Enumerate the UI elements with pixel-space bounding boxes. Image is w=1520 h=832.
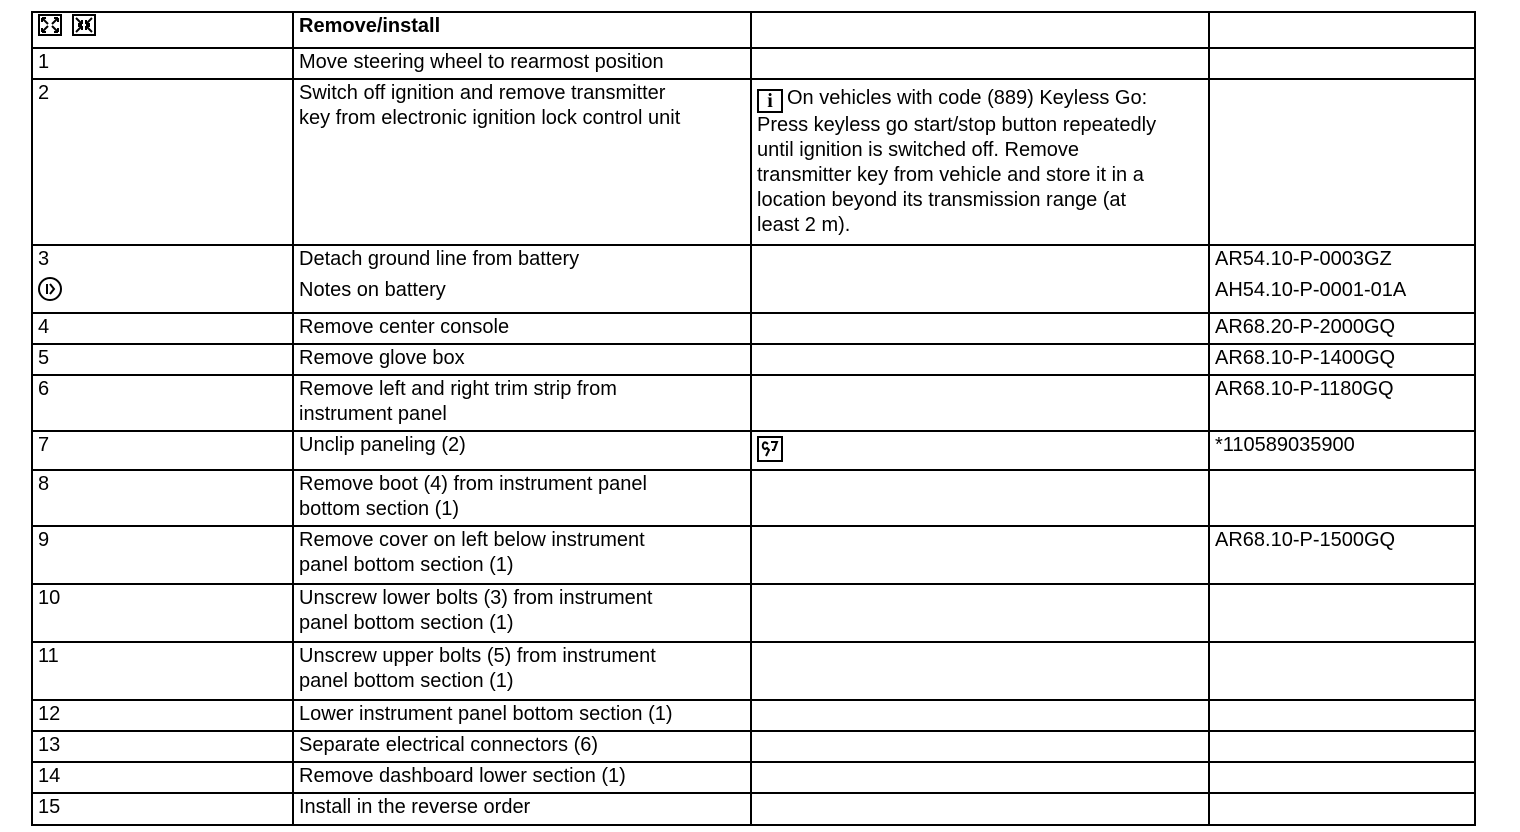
- step-note: [751, 375, 1209, 431]
- step-number: 1: [32, 48, 293, 79]
- step-note: [751, 245, 1209, 313]
- step-number-cell: [32, 245, 293, 313]
- step-number: 5: [32, 344, 293, 375]
- step-note: [751, 793, 1209, 825]
- step-action: Remove boot (4) from instrument panel bottom section (1): [293, 470, 751, 526]
- step-action: Remove glove box: [293, 344, 751, 375]
- step-action: Unclip paneling (2): [293, 431, 751, 470]
- table-row: [32, 793, 1475, 825]
- special-tool-icon[interactable]: [757, 436, 783, 462]
- step-note: [751, 642, 1209, 700]
- step-action: Remove cover on left below instrument panel bottom section (1): [293, 526, 751, 584]
- step-sub-ref-link[interactable]: AH54.10-P-0001-01A: [1215, 279, 1407, 301]
- step-note: [751, 470, 1209, 526]
- step-ref: [1209, 642, 1475, 700]
- collapse-icon[interactable]: [72, 14, 96, 36]
- step-number: 15: [32, 793, 293, 825]
- table-row: [32, 642, 1475, 700]
- step-number: 11: [32, 642, 293, 700]
- step-action: Unscrew upper bolts (5) from instrument panel bottom section (1): [293, 642, 751, 700]
- step-note-text: On vehicles with code (889) Keyless Go: Press keyless go start/stop button repeatedly until ignition is switched off. Remove transmitter key from vehicle and store it in a location beyond its transmission range (at least 2 m).: [757, 87, 1157, 236]
- step-note: [751, 344, 1209, 375]
- step-note: [751, 762, 1209, 793]
- step-ref: [1209, 470, 1475, 526]
- table-row: [32, 526, 1475, 584]
- step-action: Unscrew lower bolts (3) from instrument panel bottom section (1): [293, 584, 751, 642]
- step-number: 4: [32, 313, 293, 344]
- header-title: Remove/install: [293, 12, 751, 48]
- step-ref-link[interactable]: AR68.10-P-1180GQ: [1209, 375, 1475, 431]
- table-row: [32, 375, 1475, 431]
- step-number: 8: [32, 470, 293, 526]
- step-action: Separate electrical connectors (6): [293, 731, 751, 762]
- step-action-cell: [293, 245, 751, 313]
- header-ref-cell: [1209, 12, 1475, 48]
- step-number: 2: [32, 79, 293, 245]
- step-number: 10: [32, 584, 293, 642]
- table-row: [32, 762, 1475, 793]
- table-row: [32, 584, 1475, 642]
- header-icons-cell: [32, 12, 293, 48]
- table-row: [32, 731, 1475, 762]
- step-action: Switch off ignition and remove transmitter key from electronic ignition lock control unit: [293, 79, 751, 245]
- step-ref: [1209, 584, 1475, 642]
- step-number: 6: [32, 375, 293, 431]
- step-ref: [1209, 762, 1475, 793]
- step-ref: [1209, 700, 1475, 731]
- step-sub-action: Notes on battery: [299, 279, 446, 301]
- step-action: Install in the reverse order: [293, 793, 751, 825]
- step-action: Remove left and right trim strip from instrument panel: [293, 375, 751, 431]
- step-action: Move steering wheel to rearmost position: [293, 48, 751, 79]
- table-header-row: [32, 12, 1475, 48]
- table-row: [32, 313, 1475, 344]
- step-ref: [1209, 48, 1475, 79]
- procedure-table: [31, 11, 1476, 826]
- table-row: [32, 700, 1475, 731]
- header-note-cell: [751, 12, 1209, 48]
- step-number: 9: [32, 526, 293, 584]
- step-note-cell: [751, 431, 1209, 470]
- step-action: Remove center console: [293, 313, 751, 344]
- table-row: [32, 431, 1475, 470]
- step-number: 3: [38, 248, 50, 270]
- step-ref-link[interactable]: AR68.20-P-2000GQ: [1209, 313, 1475, 344]
- step-number: 7: [32, 431, 293, 470]
- step-action: Detach ground line from battery: [299, 248, 580, 270]
- step-action: Remove dashboard lower section (1): [293, 762, 751, 793]
- info-icon: i: [757, 89, 783, 113]
- step-note: [751, 79, 1209, 245]
- step-ref-cell: [1209, 245, 1475, 313]
- step-note: [751, 48, 1209, 79]
- step-ref-link[interactable]: *110589035900: [1209, 431, 1475, 470]
- table-row: [32, 48, 1475, 79]
- step-note: [751, 526, 1209, 584]
- table-row: [32, 79, 1475, 245]
- table-row: [32, 245, 1475, 313]
- step-ref: [1209, 793, 1475, 825]
- step-note: [751, 731, 1209, 762]
- step-number: 12: [32, 700, 293, 731]
- step-number: 14: [32, 762, 293, 793]
- step-note: [751, 584, 1209, 642]
- step-action: Lower instrument panel bottom section (1): [293, 700, 751, 731]
- step-note: [751, 313, 1209, 344]
- step-ref-link[interactable]: AR68.10-P-1500GQ: [1209, 526, 1475, 584]
- step-ref-link[interactable]: AR68.10-P-1400GQ: [1209, 344, 1475, 375]
- table-row: [32, 470, 1475, 526]
- table-row: [32, 344, 1475, 375]
- expand-icon[interactable]: [38, 14, 62, 36]
- step-ref: [1209, 731, 1475, 762]
- notes-circle-icon[interactable]: [38, 277, 62, 301]
- step-number: 13: [32, 731, 293, 762]
- step-ref: [1209, 79, 1475, 245]
- step-note: [751, 700, 1209, 731]
- step-ref-link[interactable]: AR54.10-P-0003GZ: [1215, 248, 1392, 270]
